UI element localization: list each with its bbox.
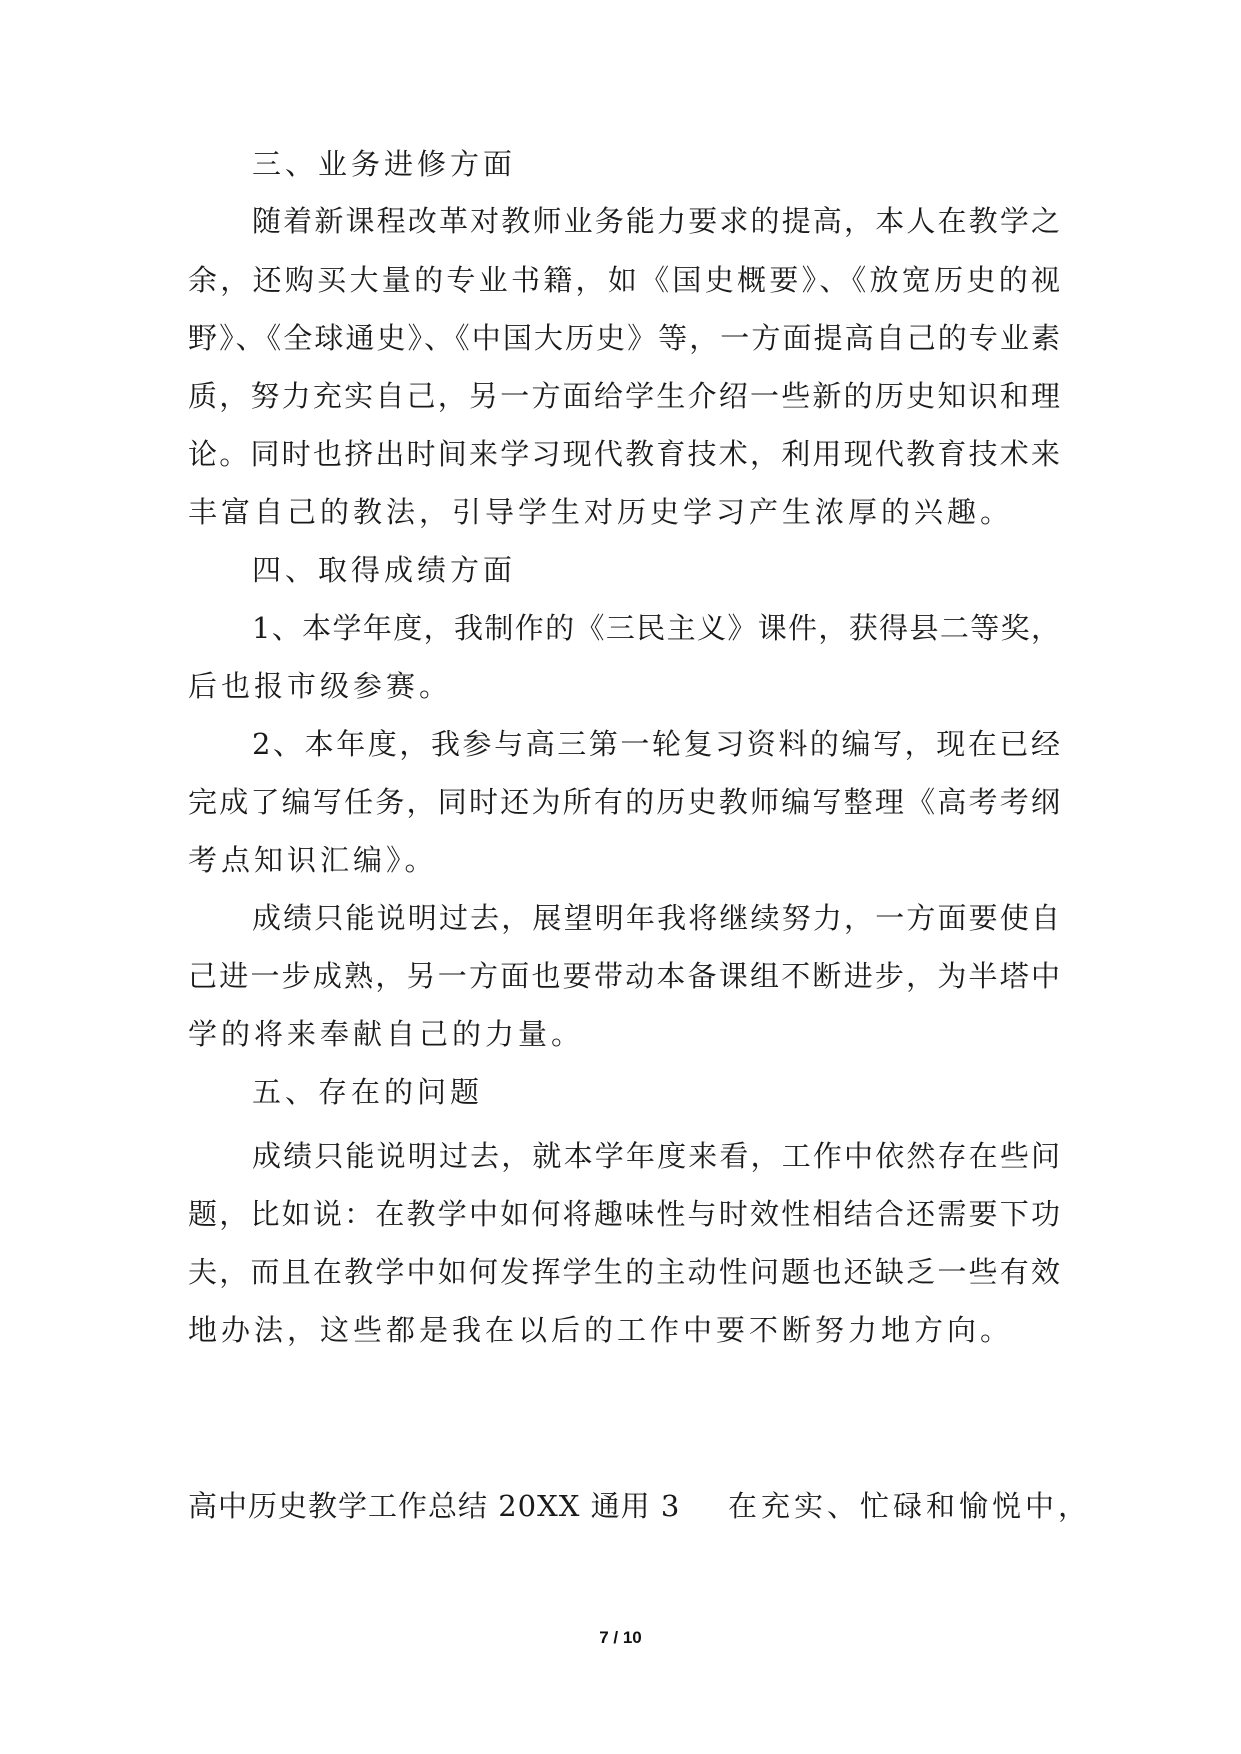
paragraph-line: 完成了编写任务，同时还为所有的历史教师编写整理《高考考纲 xyxy=(188,785,1060,819)
section-heading: 三、业务进修方面 xyxy=(252,147,517,181)
section-heading: 四、取得成绩方面 xyxy=(252,553,517,587)
paragraph-line: 题，比如说：在教学中如何将趣味性与时效性相结合还需要下功 xyxy=(188,1197,1060,1231)
paragraph-line: 后也报市级参赛。 xyxy=(188,669,453,703)
next-section-start: 在充实、忙碌和愉悦中， xyxy=(728,1489,1092,1523)
section-heading: 五、存在的问题 xyxy=(252,1075,484,1109)
paragraph-line: 丰富自己的教法，引导学生对历史学习产生浓厚的兴趣。 xyxy=(188,495,1014,529)
paragraph-line: 余，还购买大量的专业书籍，如《国史概要》、《放宽历史的视 xyxy=(188,263,1060,297)
paragraph-line: 考点知识汇编》。 xyxy=(188,843,438,877)
paragraph-line: 学的将来奉献自己的力量。 xyxy=(188,1017,585,1051)
paragraph-line: 成绩只能说明过去，就本学年度来看，工作中依然存在些问 xyxy=(252,1139,1060,1173)
page-number: 7 / 10 xyxy=(599,1628,642,1647)
paragraph-line: 随着新课程改革对教师业务能力要求的提高，本人在教学之 xyxy=(252,204,1060,238)
paragraph-line: 野》、《全球通史》、《中国大历史》等，一方面提高自己的专业素 xyxy=(188,321,1060,355)
paragraph-line: 质，努力充实自己，另一方面给学生介绍一些新的历史知识和理 xyxy=(188,379,1060,413)
paragraph-line: 地办法，这些都是我在以后的工作中要不断努力地方向。 xyxy=(188,1313,1014,1347)
paragraph-line: 2、本年度，我参与高三第一轮复习资料的编写，现在已经 xyxy=(252,727,1060,761)
paragraph-line: 己进一步成熟，另一方面也要带动本备课组不断进步，为半塔中 xyxy=(188,959,1060,993)
paragraph-line: 论。同时也挤出时间来学习现代教育技术，利用现代教育技术来 xyxy=(188,437,1060,471)
paragraph-line: 1、本学年度，我制作的《三民主义》课件，获得县二等奖， xyxy=(252,611,1060,645)
paragraph-line: 夫，而且在教学中如何发挥学生的主动性问题也还缺乏一些有效 xyxy=(188,1255,1060,1289)
next-section-line xyxy=(188,1486,1092,1526)
next-section-title: 高中历史教学工作总结 20XX 通用 3 xyxy=(188,1489,681,1523)
paragraph-line: 成绩只能说明过去，展望明年我将继续努力，一方面要使自 xyxy=(252,901,1060,935)
